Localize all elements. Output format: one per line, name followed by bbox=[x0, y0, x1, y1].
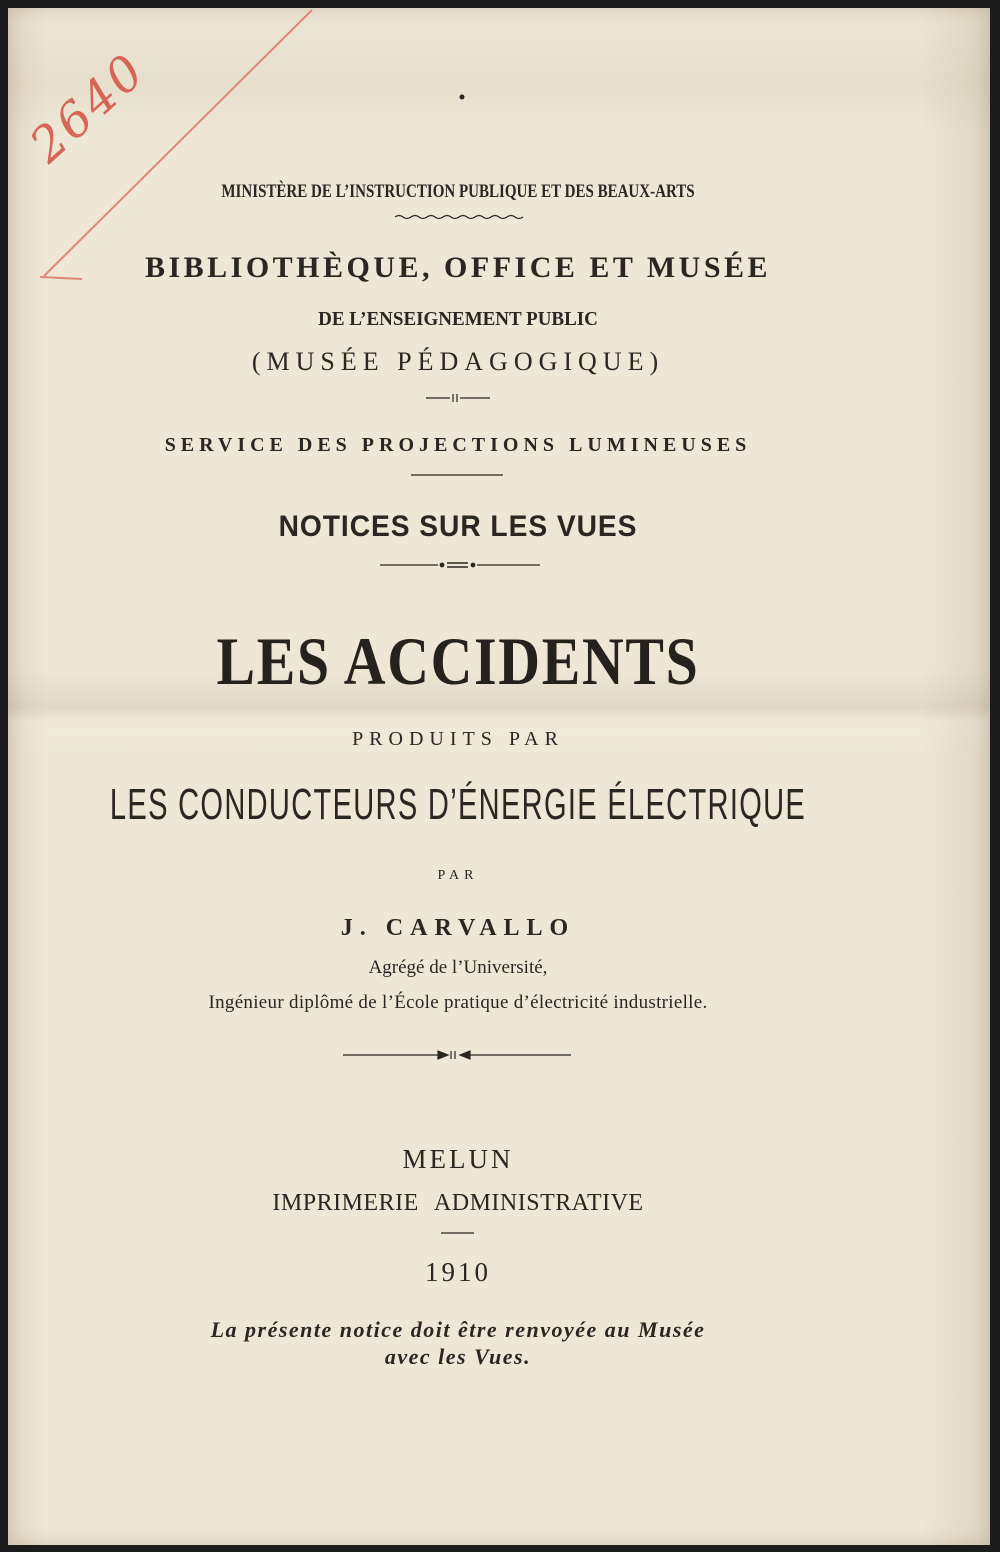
handwritten-catalog-number: 2640 bbox=[19, 42, 157, 174]
dotted-ornament-divider bbox=[380, 563, 540, 567]
return-notice-line-2: avec les Vues. bbox=[384, 1344, 532, 1369]
library-subheading: DE L’ENSEIGNEMENT PUBLIC bbox=[318, 308, 598, 330]
imprint-year: 1910 bbox=[425, 1257, 491, 1287]
author-name: J. CARVALLO bbox=[340, 915, 576, 941]
ministry-heading: MINISTÈRE DE L’INSTRUCTION PUBLIQUE ET DES BEAUX-ARTS bbox=[221, 181, 695, 202]
author-credential-2: Ingénieur diplômé de l’École pratique d’électricité industrielle. bbox=[208, 992, 708, 1013]
author-credential-1: Agrégé de l’Université, bbox=[368, 957, 548, 978]
document-title: LES ACCIDENTS bbox=[216, 623, 700, 699]
ink-speck bbox=[460, 95, 465, 100]
document-subtitle: LES CONDUCTEURS D’ÉNERGIE ÉLECTRIQUE bbox=[109, 780, 807, 829]
byline-label: PAR bbox=[437, 868, 479, 883]
small-ornament-divider bbox=[426, 394, 490, 402]
imprint-city: MELUN bbox=[402, 1144, 514, 1174]
wavy-divider bbox=[395, 216, 523, 219]
title-connector: PRODUITS PAR bbox=[352, 728, 564, 750]
library-heading: BIBLIOTHÈQUE, OFFICE ET MUSÉE bbox=[144, 251, 772, 284]
return-notice-line-1: La présente notice doit être renvoyée au Musée bbox=[210, 1317, 706, 1342]
service-name: SERVICE DES PROJECTIONS LUMINEUSES bbox=[164, 434, 752, 456]
museum-name: (MUSÉE PÉDAGOGIQUE) bbox=[251, 347, 665, 376]
imprint-printer: IMPRIMERIE ADMINISTRATIVE bbox=[272, 1190, 644, 1216]
series-title: NOTICES SUR LES VUES bbox=[278, 510, 638, 543]
arrow-ornament-divider bbox=[343, 1051, 571, 1059]
